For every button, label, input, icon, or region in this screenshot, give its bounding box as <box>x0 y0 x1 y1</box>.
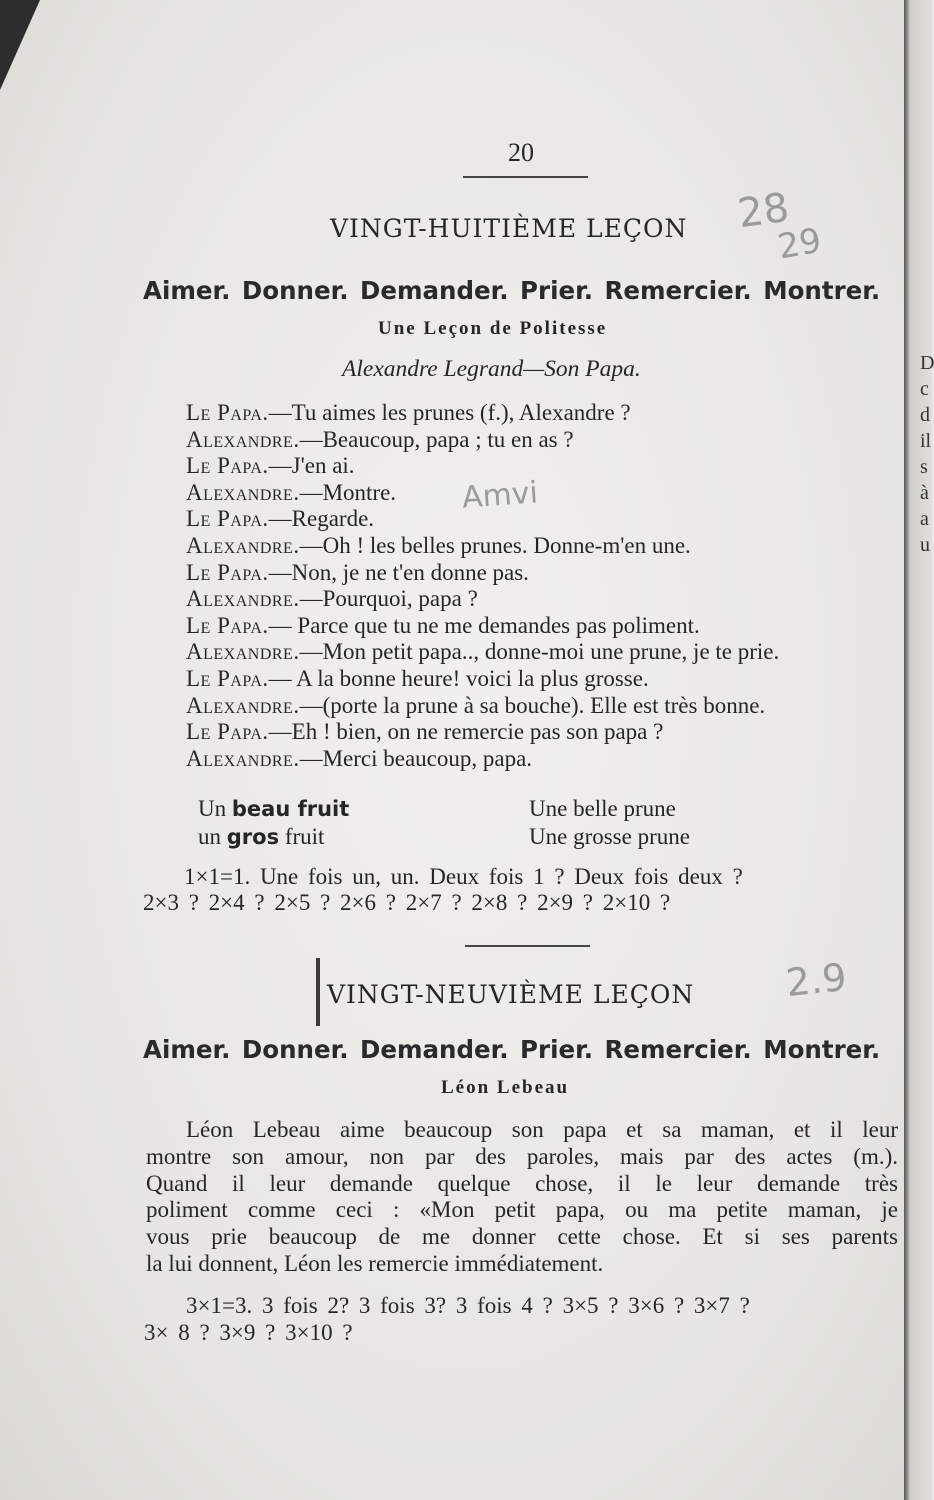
dialogue-line: Alexandre.—(porte la prune à sa bouche). Elle est très bonne. <box>186 692 766 718</box>
dialogue-line: Alexandre.—Pourquoi, papa ? <box>186 586 478 612</box>
lesson-28-math-1: 1×1=1. Une fois un, un. Deux fois 1 ? Deux fois deux ? <box>184 864 743 889</box>
book-spine <box>904 0 932 1500</box>
lesson-28-persons: Alexandre Legrand—Son Papa. <box>342 356 641 382</box>
torn-corner <box>0 0 40 90</box>
lesson-29-paragraph: Léon Lebeau aime beaucoup son papa et sa maman, et il leur montre son amour, non par des paroles, mais par des actes (m.). Quand il leur demande quelque chose, il le leur demande très poliment comme ceci : «Mon petit papa, ou ma petite maman, je vous prie beaucoup de me donner cette chose. Et si ses parents la lui donnent, Léon les remercie immédiatement. <box>146 1117 898 1276</box>
lesson-29-verbs: Aimer. Donner. Demander. Prier. Remercier. Montrer. <box>143 1035 881 1064</box>
dialogue-line: Le Papa.— Parce que tu ne me demandes pas poliment. <box>186 612 700 638</box>
lesson-29-subtitle: Léon Lebeau <box>441 1077 570 1098</box>
vocab-left: Un beau fruit un gros fruit <box>198 796 350 849</box>
dialogue-line: Le Papa.—Regarde. <box>186 506 375 532</box>
lesson-28-subtitle: Une Leçon de Politesse <box>378 318 608 339</box>
dialogue-line: Alexandre.—Montre. <box>186 479 397 505</box>
dialogue-line: Alexandre.—Merci beaucoup, papa. <box>186 745 533 771</box>
dialogue-line: Le Papa.—J'en ai. <box>186 453 355 479</box>
pencil-mark: 29 <box>774 220 825 268</box>
dialogue-line: Le Papa.—Eh ! bien, on ne remercie pas son papa ? <box>186 719 664 745</box>
pencil-mark: 28 <box>735 184 792 238</box>
pencil-bracket <box>316 958 320 1026</box>
divider-top <box>463 176 588 178</box>
lesson-28-verbs: Aimer. Donner. Demander. Prier. Remercier. Montrer. <box>143 276 881 305</box>
dialogue-line: Le Papa.—Tu aimes les prunes (f.), Alexandre ? <box>186 400 631 425</box>
dialogue-line: Alexandre.—Oh ! les belles prunes. Donne-m'en une. <box>186 532 691 558</box>
lesson-28-title: VINGT-HUITIÈME LEÇON <box>330 214 688 243</box>
dialogue-line: Alexandre.—Mon petit papa.., donne-moi une prune, je te prie. <box>186 639 780 665</box>
lesson-28-math-2: 2×3 ? 2×4 ? 2×5 ? 2×6 ? 2×7 ? 2×8 ? 2×9 ? 2×10 ? <box>143 890 671 915</box>
dialogue-line: Le Papa.—Non, je ne t'en donne pas. <box>186 559 529 585</box>
page-number: 20 <box>508 138 534 167</box>
lesson-29-math-1: 3×1=3. 3 fois 2? 3 fois 3? 3 fois 4 ? 3×5 ? 3×6 ? 3×7 ? <box>186 1293 750 1318</box>
lesson-29-math-2: 3× 8 ? 3×9 ? 3×10 ? <box>144 1320 353 1345</box>
lesson-29-title: VINGT-NEUVIÈME LEÇON <box>327 980 695 1009</box>
pencil-mark: 2.9 <box>783 954 849 1006</box>
pencil-mark: Amvi <box>460 475 539 516</box>
dialogue-line: Le Papa.— A la bonne heure! voici la plus grosse. <box>186 665 649 691</box>
facing-page-margin: D c d il s à a u <box>920 352 934 556</box>
dialogue-line: Alexandre.—Beaucoup, papa ; tu en as ? <box>186 426 574 452</box>
dialogue <box>186 400 906 772</box>
divider-middle <box>465 945 590 947</box>
vocab-right: Une belle prune Une grosse prune <box>529 796 690 849</box>
